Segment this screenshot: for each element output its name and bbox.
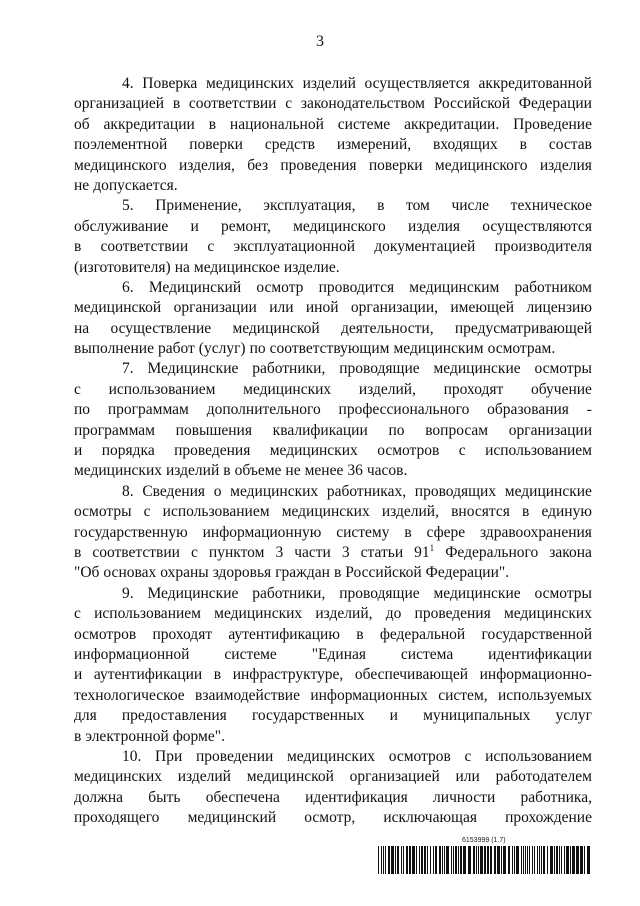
paragraph xyxy=(74,584,592,747)
text-line: "Об основах охраны здоровья граждан в Российской Федерации". xyxy=(74,564,510,582)
text-line: 9. Медицинские работники, проводящие медицинские осмотры xyxy=(122,584,592,602)
text-line: медицинского изделия, без проведения поверки медицинского изделия xyxy=(74,156,592,174)
paragraph xyxy=(74,278,592,360)
text-line: 4. Поверка медицинских изделий осуществляется аккредитованной xyxy=(122,75,592,92)
text-line: (изготовителя) на медицинское изделие. xyxy=(74,258,340,276)
text-line: информационной системе "Единая система идентификации xyxy=(74,645,592,663)
text-line: выполнение работ (услуг) по соответствующим медицинским осмотрам. xyxy=(74,340,556,358)
text-line: об аккредитации в национальной системе аккредитации. Проведение xyxy=(74,115,592,133)
text-line: осмотров проходят аутентификацию в федеральной государственной xyxy=(74,625,592,643)
text-line: должна быть обеспечена идентификация личности работника, xyxy=(74,788,592,806)
text-line: в электронной форме". xyxy=(74,727,225,745)
text-line: 5. Применение, эксплуатация, в том числе техническое xyxy=(122,197,592,215)
text-line: с использованием медицинских изделий, проходят обучение xyxy=(74,380,592,398)
text-line: 7. Медицинские работники, проводящие медицинские осмотры xyxy=(122,360,592,378)
text-line: медицинской организации или иной организации, имеющей лицензию xyxy=(74,299,592,317)
text-line: с использованием медицинских изделий, до проведения медицинских xyxy=(74,605,592,623)
text-line: организацией в соответствии с законодательством Российской Федерации xyxy=(74,95,592,113)
text-line: медицинских изделий в объеме не менее 36 часов. xyxy=(74,462,408,480)
paragraph xyxy=(74,359,592,481)
text-line: осмотры с использованием медицинских изделий, вносятся в единую xyxy=(74,503,592,521)
text-line: 8. Сведения о медицинских работниках, проводящих медицинские xyxy=(122,482,592,500)
text-line: поэлементной поверки средств измерений, входящих в состав xyxy=(74,136,592,154)
text-line: на осуществление медицинской деятельности, предусматривающей xyxy=(74,319,592,337)
text-line: обслуживание и ремонт, медицинского изделия осуществляются xyxy=(74,217,592,235)
text-line: медицинских изделий медицинской организацией или работодателем xyxy=(74,768,592,786)
text-line: и аутентификации в инфраструктуре, обеспечивающей информационно- xyxy=(74,666,592,684)
text-line: не допускается. xyxy=(74,176,178,194)
text-line: для предоставления государственных и муниципальных услуг xyxy=(74,707,592,725)
text-line: проходящего медицинский осмотр, исключающая прохождение xyxy=(74,809,592,827)
text-line: по программам дополнительного профессионального образования - xyxy=(74,401,592,419)
document-body xyxy=(74,74,592,828)
text-line: технологическое взаимодействие информационных систем, используемых xyxy=(74,686,592,704)
paragraph xyxy=(74,747,592,829)
paragraph xyxy=(74,74,592,196)
text-line: и порядка проведения медицинских осмотров с использованием xyxy=(74,442,592,460)
barcode-image xyxy=(378,846,592,874)
text-line: в соответствии с пунктом 3 части 3 статьи $91^1$ Федерального закона xyxy=(74,542,592,561)
text-line: программам повышения квалификации по вопросам организации xyxy=(74,421,592,439)
paragraph xyxy=(74,196,592,278)
barcode-label: 6153999 (1.7) xyxy=(462,837,506,844)
page-number: 3 xyxy=(316,33,324,50)
text-line: государственную информационную систему в сфере здравоохранения xyxy=(74,523,592,541)
text-line: 10. При проведении медицинских осмотров с использованием xyxy=(122,747,592,765)
paragraph xyxy=(74,482,592,584)
text-line: 6. Медицинский осмотр проводится медицинским работником xyxy=(122,278,592,296)
text-line: в соответствии с эксплуатационной документацией производителя xyxy=(74,238,592,256)
footnote-superscript: 1 xyxy=(429,542,435,553)
